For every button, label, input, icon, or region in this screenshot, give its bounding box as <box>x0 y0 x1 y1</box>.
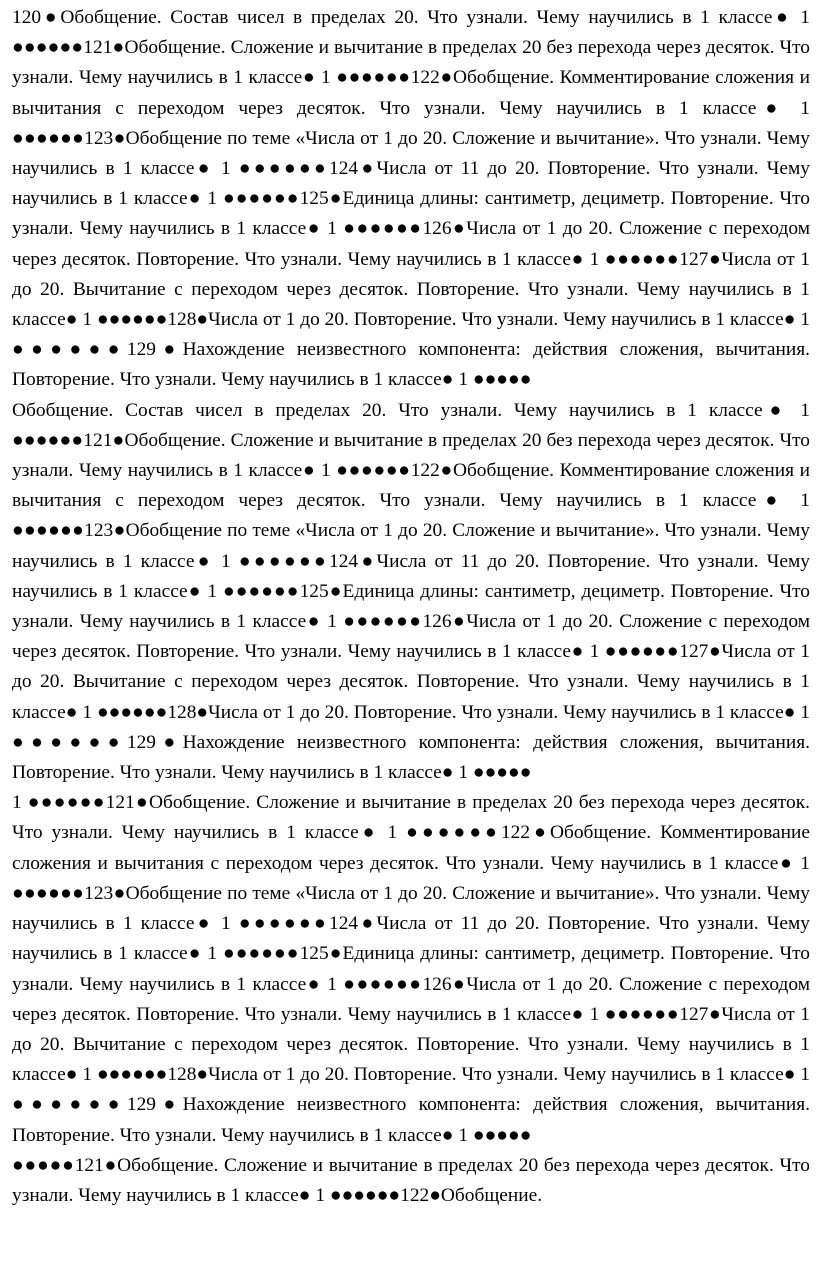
text-paragraph-2: Обобщение. Состав чисел в пределах 20. Что узнали. Чему научились в 1 классе● 1 ●●●●●●121●Обобщение. Сложение и вычитание в пределах 20 без перехода через десяток. Что узнали. Чему научились в 1 классе● 1 ●●●●●●122●Обобщение. Комментирование сложения и вычитания с переходом через десяток. Что узнали. Чему научились в 1 классе● 1 ●●●●●●123●Обобщение по теме «Числа от 1 до 20. Сложение и вычитание». Что узнали. Чему научились в 1 классе● 1 ●●●●●●124●Числа от 11 до 20. Повторение. Что узнали. Чему научились в 1 классе● 1 ●●●●●●125●Единица длины: сантиметр, дециметр. Повторение. Что узнали. Чему научились в 1 классе● 1 ●●●●●●126●Числа от 1 до 20. Сложение с переходом через десяток. Повторение. Что узнали. Чему научились в 1 классе● 1 ●●●●●●127●Числа от 1 до 20. Вычитание с переходом через десяток. Повторение. Что узнали. Чему научились в 1 классе● 1 ●●●●●●128●Числа от 1 до 20. Повторение. Что узнали. Чему научились в 1 классе● 1 ●●●●●●129●Нахождение неизвестного компонента: действия сложения, вычитания. Повторение. Что узнали. Чему научились в 1 классе● 1 ●●●●● <box>12 399 810 784</box>
text-paragraph-1: 120●Обобщение. Состав чисел в пределах 20. Что узнали. Чему научились в 1 классе● 1 ●●●●●●121●Обобщение. Сложение и вычитание в пределах 20 без перехода через десяток. Что узнали. Чему научились в 1 классе● 1 ●●●●●●122●Обобщение. Комментирование сложения и вычитания с переходом через десяток. Что узнали. Чему научились в 1 классе● 1 ●●●●●●123●Обобщение по теме «Числа от 1 до 20. Сложение и вычитание». Что узнали. Чему научились в 1 классе● 1 ●●●●●●124●Числа от 11 до 20. Повторение. Что узнали. Чему научились в 1 классе● 1 ●●●●●●125●Единица длины: сантиметр, дециметр. Повторение. Что узнали. Чему научились в 1 классе● 1 ●●●●●●126●Числа от 1 до 20. Сложение с переходом через десяток. Повторение. Что узнали. Чему научились в 1 классе● 1 ●●●●●●127●Числа от 1 до 20. Вычитание с переходом через десяток. Повторение. Что узнали. Чему научились в 1 классе● 1 ●●●●●●128●Числа от 1 до 20. Повторение. Что узнали. Чему научились в 1 классе● 1 ●●●●●●129●Нахождение неизвестного компонента: действия сложения, вычитания. Повторение. Что узнали. Чему научились в 1 классе● 1 ●●●●● <box>12 7 810 391</box>
text-paragraph-4: ●●●●●121●Обобщение. Сложение и вычитание в пределах 20 без перехода через десяток. Что узнали. Чему научились в 1 классе● 1 ●●●●●●122●Обобщение. <box>12 1154 810 1206</box>
text-paragraph-3: 1 ●●●●●●121●Обобщение. Сложение и вычитание в пределах 20 без перехода через десяток. Что узнали. Чему научились в 1 классе● 1 ●●●●●●122●Обобщение. Комментирование сложения и вычитания с переходом через десяток. Что узнали. Чему научились в 1 классе● 1 ●●●●●●123●Обобщение по теме «Числа от 1 до 20. Сложение и вычитание». Что узнали. Чему научились в 1 классе● 1 ●●●●●●124●Числа от 11 до 20. Повторение. Что узнали. Чему научились в 1 классе● 1 ●●●●●●125●Единица длины: сантиметр, дециметр. Повторение. Что узнали. Чему научились в 1 классе● 1 ●●●●●●126●Числа от 1 до 20. Сложение с переходом через десяток. Повторение. Что узнали. Чему научились в 1 классе● 1 ●●●●●●127●Числа от 1 до 20. Вычитание с переходом через десяток. Повторение. Что узнали. Чему научились в 1 классе● 1 ●●●●●●128●Числа от 1 до 20. Повторение. Что узнали. Чему научились в 1 классе● 1 ●●●●●●129●Нахождение неизвестного компонента: действия сложения, вычитания. Повторение. Что узнали. Чему научились в 1 классе● 1 ●●●●● <box>12 792 810 1146</box>
